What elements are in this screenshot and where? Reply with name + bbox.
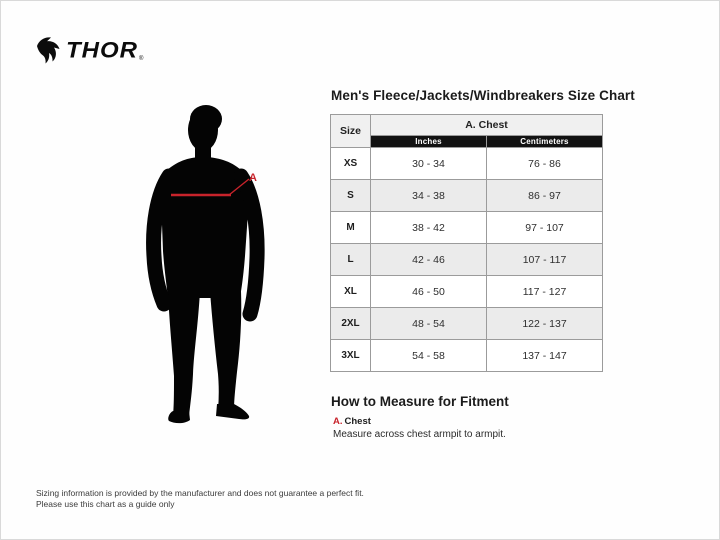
- disclaimer-line-2: Please use this chart as a guide only: [36, 499, 175, 509]
- size-table-body: [331, 148, 603, 372]
- centimeters-cell: 137 - 147: [487, 340, 603, 372]
- measure-item-chest: [333, 416, 371, 427]
- inches-cell: 46 - 50: [371, 276, 487, 308]
- table-row: [331, 308, 603, 340]
- measure-item-name: Chest: [344, 416, 371, 427]
- centimeters-cell: 97 - 107: [487, 212, 603, 244]
- table-row: [331, 276, 603, 308]
- size-cell: S: [331, 180, 371, 212]
- inches-cell: 30 - 34: [371, 148, 487, 180]
- measure-item-key: A.: [333, 416, 343, 427]
- size-chart-title: Men's Fleece/Jackets/Windbreakers Size Chart: [331, 88, 635, 103]
- disclaimer-line-1: Sizing information is provided by the manufacturer and does not guarantee a perfect fit.: [36, 488, 364, 498]
- centimeters-cell: 107 - 117: [487, 244, 603, 276]
- centimeters-cell: 122 - 137: [487, 308, 603, 340]
- thor-logo: [36, 36, 143, 66]
- thor-goat-icon: [36, 36, 62, 66]
- registered-mark-icon: ®: [139, 56, 144, 62]
- inches-cell: 48 - 54: [371, 308, 487, 340]
- centimeters-cell: 117 - 127: [487, 276, 603, 308]
- centimeters-cell: 86 - 97: [487, 180, 603, 212]
- size-table: [330, 114, 603, 372]
- centimeters-column-header: Centimeters: [487, 136, 603, 148]
- inches-column-header: Inches: [371, 136, 487, 148]
- size-cell: M: [331, 212, 371, 244]
- chest-marker-label: A: [249, 172, 257, 184]
- inches-cell: 38 - 42: [371, 212, 487, 244]
- table-row: [331, 340, 603, 372]
- size-cell: L: [331, 244, 371, 276]
- size-column-header: Size: [331, 115, 371, 148]
- size-cell: XS: [331, 148, 371, 180]
- thor-logo-text: THOR: [66, 38, 138, 63]
- centimeters-cell: 76 - 86: [487, 148, 603, 180]
- inches-cell: 42 - 46: [371, 244, 487, 276]
- size-cell: XL: [331, 276, 371, 308]
- measure-item-description: Measure across chest armpit to armpit.: [333, 429, 506, 440]
- table-row: [331, 180, 603, 212]
- body-silhouette-figure: [121, 86, 321, 446]
- male-silhouette-icon: [121, 86, 321, 446]
- table-row: [331, 148, 603, 180]
- table-header-row: [331, 115, 603, 136]
- measure-guide-title: How to Measure for Fitment: [331, 394, 509, 409]
- inches-cell: 34 - 38: [371, 180, 487, 212]
- inches-cell: 54 - 58: [371, 340, 487, 372]
- size-cell: 2XL: [331, 308, 371, 340]
- table-unit-header-row: [331, 136, 603, 148]
- chest-column-header: A. Chest: [371, 115, 603, 136]
- table-row: [331, 244, 603, 276]
- sizing-disclaimer: [36, 488, 364, 510]
- size-cell: 3XL: [331, 340, 371, 372]
- table-row: [331, 212, 603, 244]
